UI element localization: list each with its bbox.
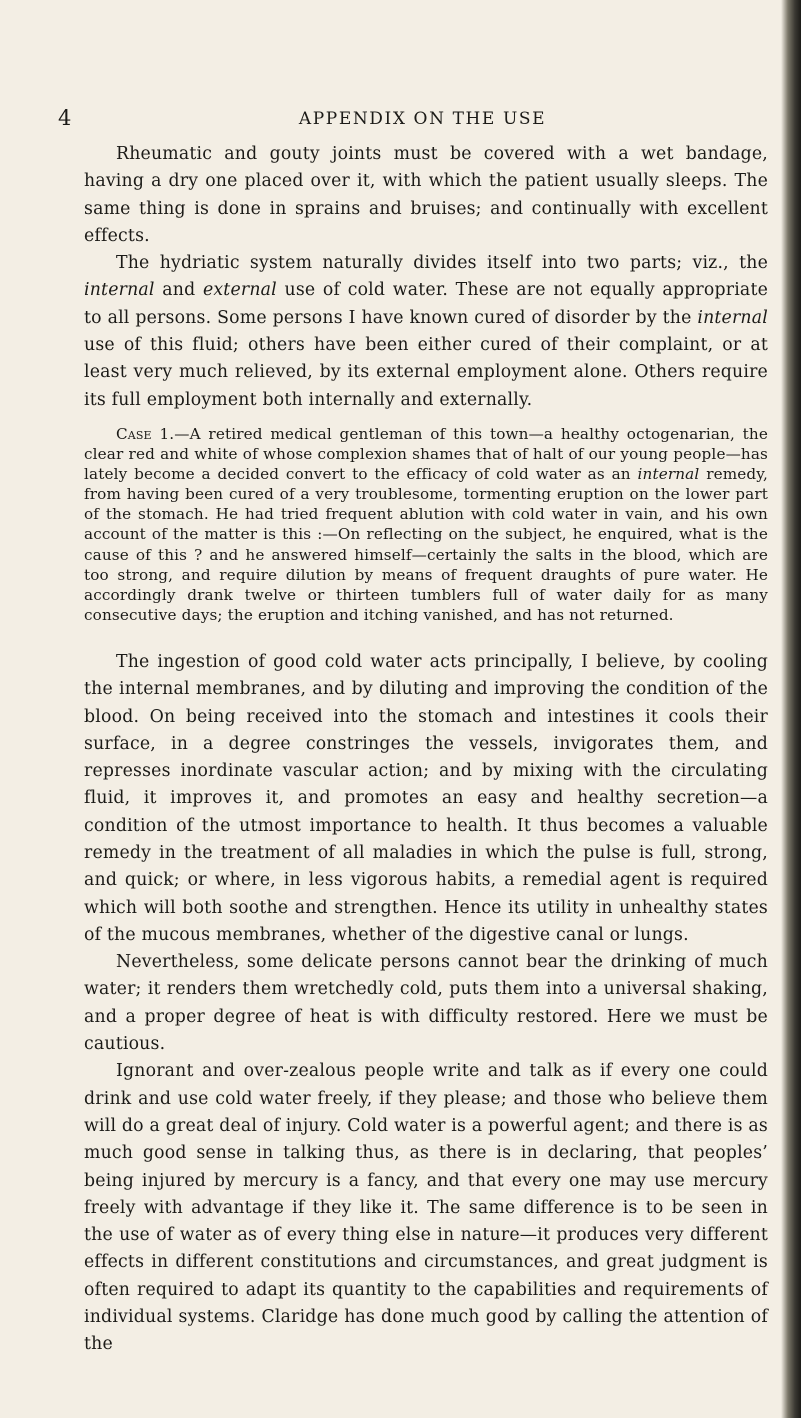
paragraph-ingestion: The ingestion of good cold water acts principally, I believe, by cooling the internal membranes, and by diluting and improving the condition of the blood. On being received into the stomach and intestines it cools their surface, in a degree constringes the vessels, invigorates them, and represses inordinate vascular action; and by mixing with the circulating fluid, it improves it, and promotes an easy and healthy secretion—a condition of the utmost importance to health. It thus becomes a valuable remedy in the treatment of all maladies in which the pulse is full, strong, and quick; or where, in less vigorous habits, a remedial agent is required which will both soothe and strengthen. Hence its utility in unhealthy states of the mucous membranes, whether of the digestive canal or lungs.: [84, 651, 768, 945]
paragraph-text-segment: —A retired medical gentleman of this town—a healthy octogenarian, the clear red and white of whose complexion shames that of halt of our young people—has lately become a decided convert to the efficacy of cold water as an: [84, 424, 768, 484]
running-head: APPENDIX ON THE USE: [298, 109, 547, 129]
emphasis-internal: internal: [637, 465, 700, 484]
paragraph-text-segment: use of this fluid; others have been either cured of their complaint, or at least very much relieved, by its external employment alone. Others require its full employment both internally and externally.: [84, 335, 768, 410]
body-text: [84, 141, 768, 1359]
paragraph-rheumatic-joints: Rheumatic and gouty joints must be covered with a wet bandage, having a dry one placed over it, with which the patient usually sleeps. The same thing is done in sprains and bruises; and continually with excellent effects.: [84, 144, 768, 246]
paragraph-nevertheless: Nevertheless, some delicate persons cannot bear the drinking of much water; it renders them wretchedly cold, puts them into a universal shaking, and a proper degree of heat is with difficulty restored. Here we must be cautious.: [84, 952, 768, 1055]
paragraph-text-segment: use of cold water. These are not equally appropriate to all persons. Some persons I have known cured of disorder by the: [84, 280, 769, 328]
paragraph-hydriatic-system: [84, 250, 768, 414]
emphasis-internal: internal: [84, 280, 155, 301]
paragraph-ignorant: Ignorant and over-zealous people write and talk as if every one could drink and use cold water freely, if they please; and those who believe them will do a great deal of injury. Cold water is a powerful agent; and there is as much good sense in talking thus, as there is in declaring, that peoples’ being injured by mercury is a fancy, and that every one may use mercury freely with advantage if they like it. The same difference is to be seen in the use of water as of every thing else in nature—it produces very different effects in different constitutions and circumstances, and great judgment is often required to adapt its quantity to the capabilities and requirements of individual systems. Claridge has done much good by calling the attention of the: [84, 1061, 768, 1355]
page-number: 4: [58, 106, 72, 130]
case-label: Case 1.: [116, 424, 175, 443]
page-header: [0, 104, 801, 134]
emphasis-internal: internal: [697, 307, 768, 328]
emphasis-external: external: [202, 280, 277, 301]
paragraph-text-segment: The hydriatic system naturally divides itself into two parts; viz., the: [116, 253, 768, 274]
paragraph-case-1: [84, 424, 768, 625]
page-edge-shadow: [781, 0, 801, 1418]
paragraph-text-segment: and: [154, 280, 203, 301]
paragraph-text-segment: remedy, from having been cured of a very troublesome, tormenting eruption on the lower part of the stomach. He had tried frequent ablution with cold water in vain, and his own account of the matter is this :—On reflecting on the subject, he enquired, what is the cause of this ? and he answered himself—certainly the salts in the blood, which are too strong, and require dilution by means of frequent draughts of pure water. He accordingly drank twelve or thirteen tumblers full of water daily for as many consecutive days; the eruption and itching vanished, and has not returned.: [84, 465, 768, 624]
